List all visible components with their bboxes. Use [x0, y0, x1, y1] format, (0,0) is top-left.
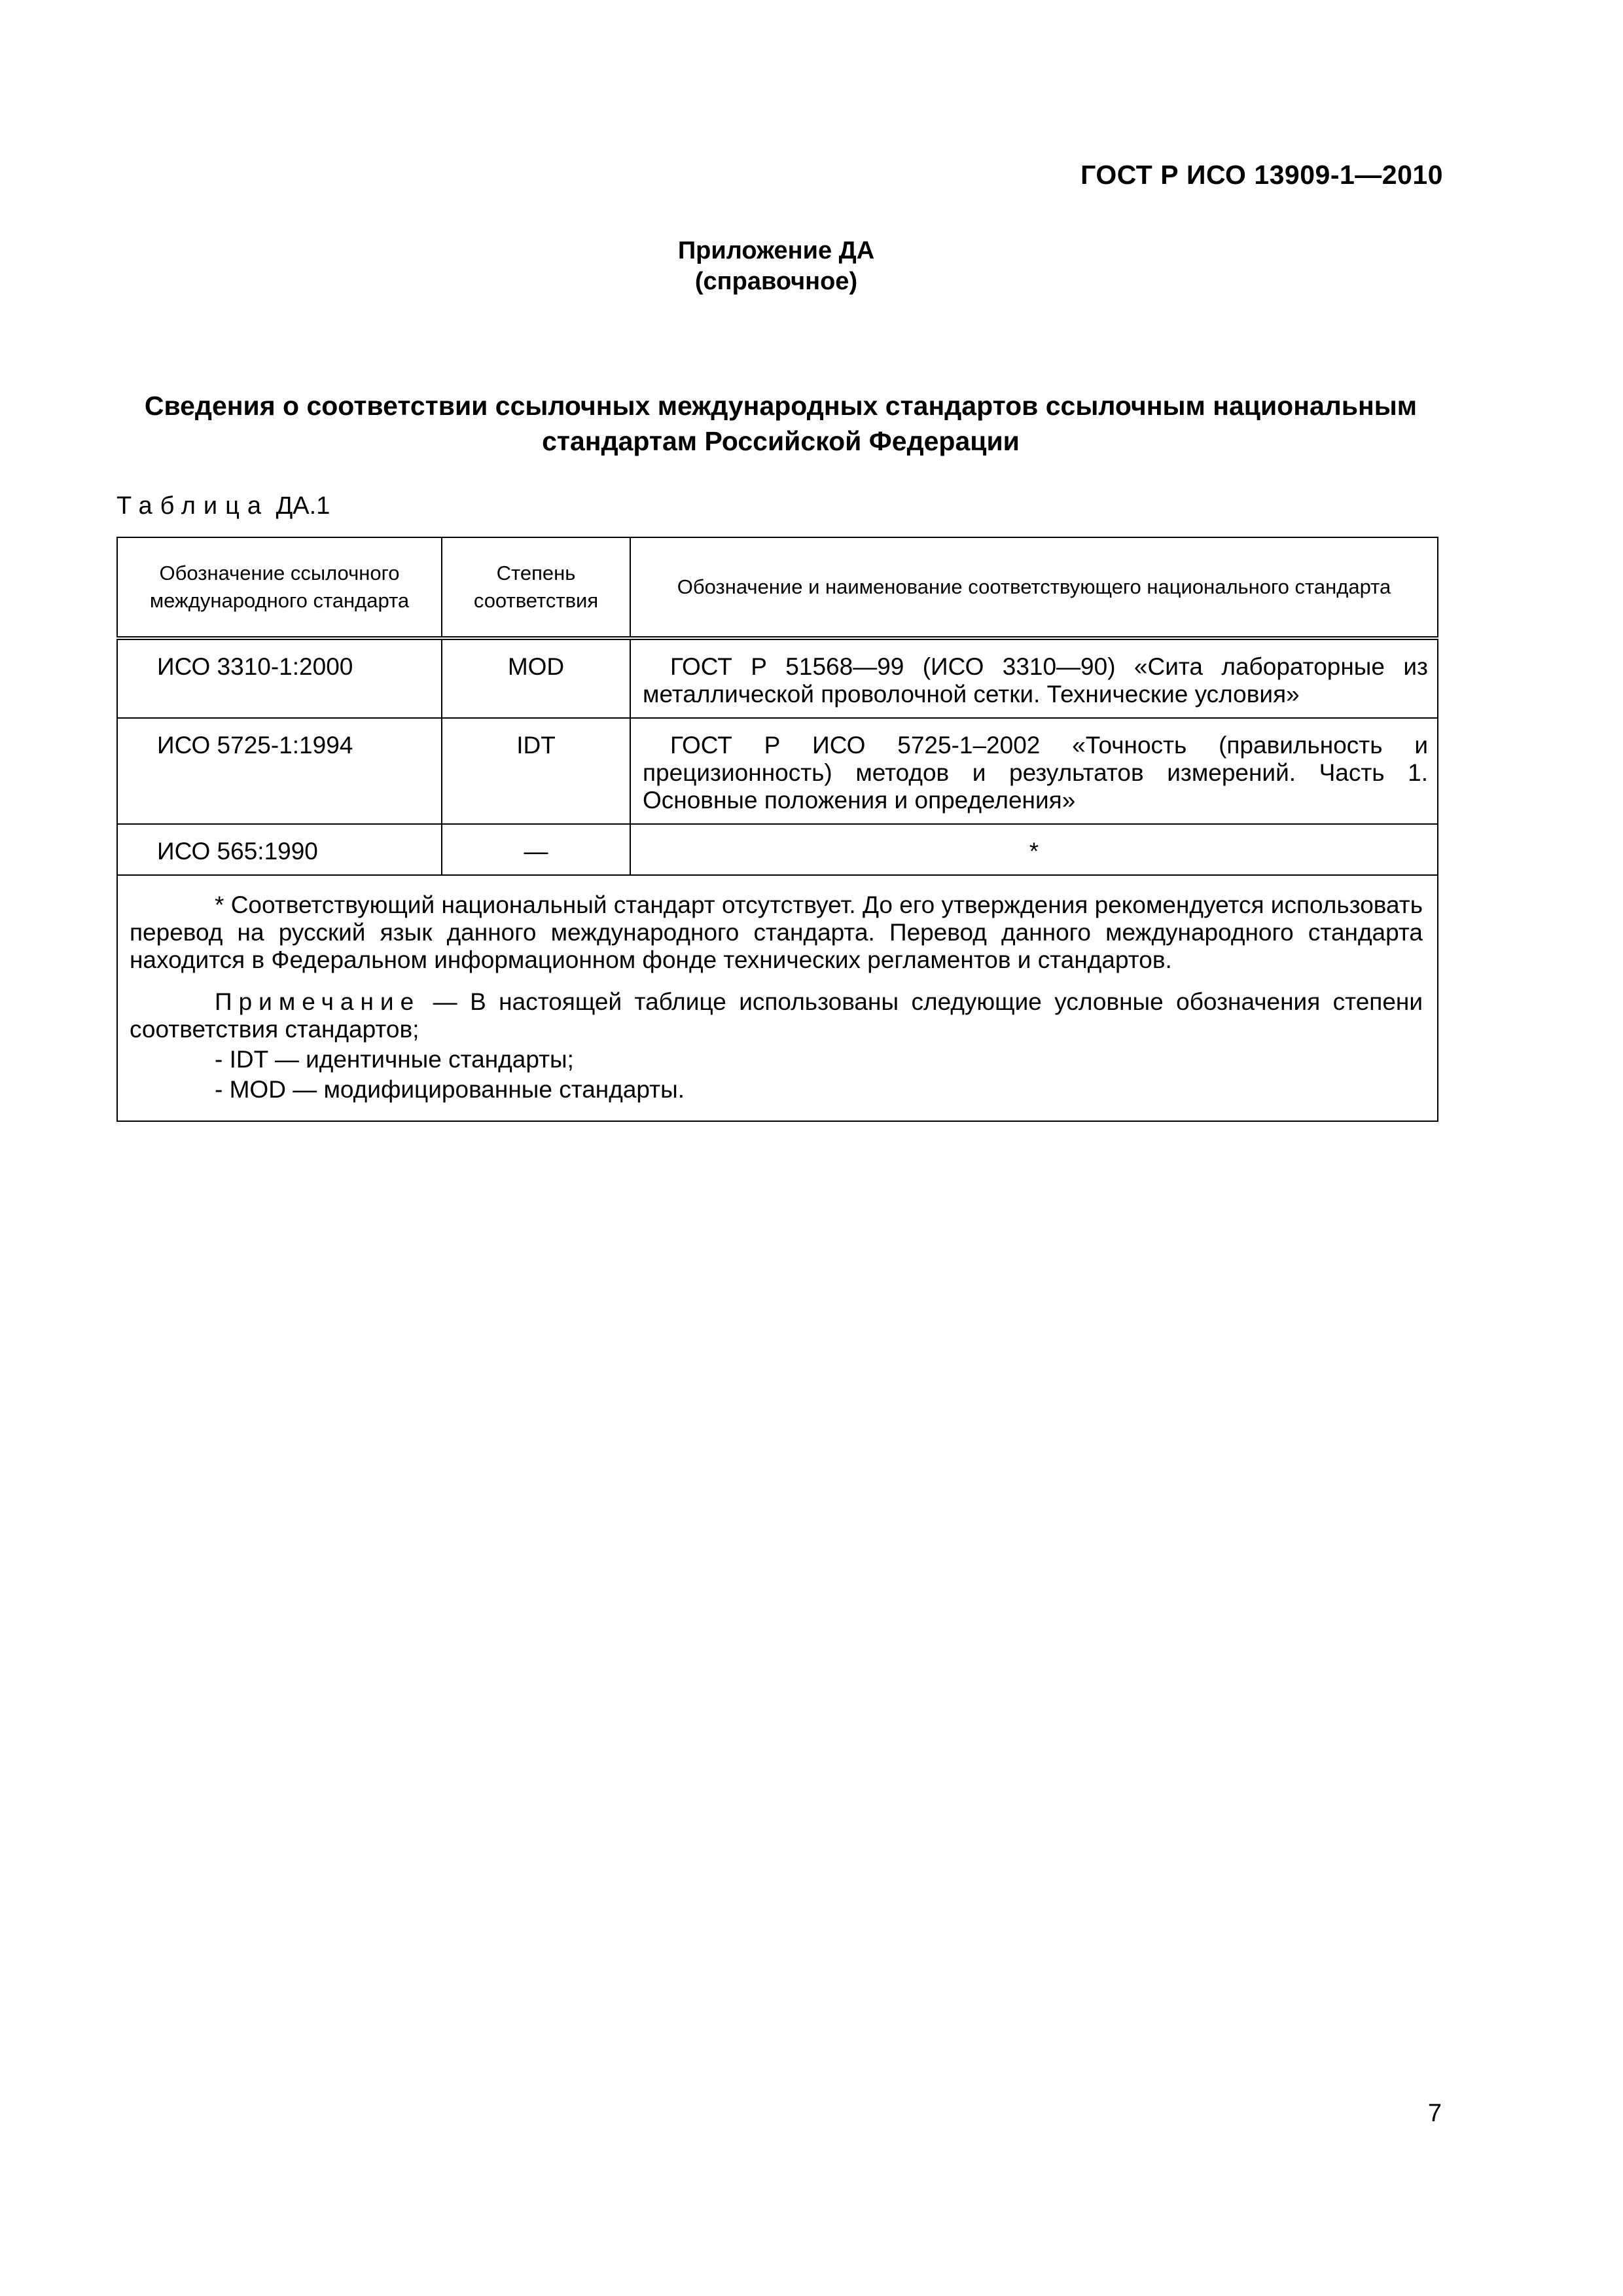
table-row	[117, 824, 1438, 875]
header-national-standard: Обозначение и наименование соответствующего национального стандарта	[630, 537, 1438, 638]
page-number: 7	[1427, 2100, 1442, 2127]
table-header-row	[117, 537, 1438, 638]
cell-degree: —	[442, 824, 630, 875]
table-footnote: * Соответствующий национальный стандарт отсутствует. До его утверждения рекомендуется использовать перевод на русский язык данного международного стандарта. Перевод данного международного стандарта находится в Федеральном информационном фонде технических регламентов и стандартов.	[130, 891, 1423, 973]
cell-national: ГОСТ Р ИСО 5725-1–2002 «Точность (правильность и прецизионность) методов и результатов измерений. Часть 1. Основные положения и определения»	[630, 718, 1438, 824]
note-item-mod: - MOD — модифицированные стандарты.	[215, 1076, 685, 1103]
section-title-line-1: Сведения о соответствии ссылочных международных стандартов ссылочным национальным	[144, 391, 1418, 421]
annex-subtitle: (справочное)	[694, 268, 858, 295]
note-item-idt: - IDT — идентичные стандарты;	[215, 1046, 574, 1073]
cell-iso: ИСО 3310-1:2000	[117, 638, 442, 718]
cell-national: ГОСТ Р 51568—99 (ИСО 3310—90) «Сита лабораторные из металлической проволочной сетки. Технические условия»	[630, 638, 1438, 718]
section-title-line-2: стандартам Российской Федерации	[542, 426, 1020, 456]
annex-title: Приложение ДА	[677, 237, 875, 264]
note-text: — В настоящей таблице использованы следующие условные обозначения степени соответствия стандартов;	[130, 988, 1423, 1043]
header-iso-designation: Обозначение ссылочного международного стандарта	[117, 537, 442, 638]
cell-degree: MOD	[442, 638, 630, 718]
table-caption-word: Таблица	[116, 492, 269, 520]
correspondence-table	[116, 537, 1438, 1122]
note-label: Примечание	[215, 988, 421, 1015]
annex-heading	[0, 236, 1552, 297]
cell-degree: IDT	[442, 718, 630, 824]
cell-iso: ИСО 5725-1:1994	[117, 718, 442, 824]
table-notes-cell	[117, 875, 1438, 1121]
section-title	[116, 388, 1445, 459]
cell-national: *	[630, 824, 1438, 875]
table-row	[117, 718, 1438, 824]
document-code: ГОСТ Р ИСО 13909-1—2010	[1080, 160, 1443, 190]
header-degree: Степень соответствия	[442, 537, 630, 638]
table-row	[117, 638, 1438, 718]
table-note	[130, 988, 1423, 1043]
table-notes-row	[117, 875, 1438, 1121]
table-caption	[116, 492, 330, 520]
table-caption-number: ДА.1	[276, 492, 330, 520]
cell-iso: ИСО 565:1990	[117, 824, 442, 875]
